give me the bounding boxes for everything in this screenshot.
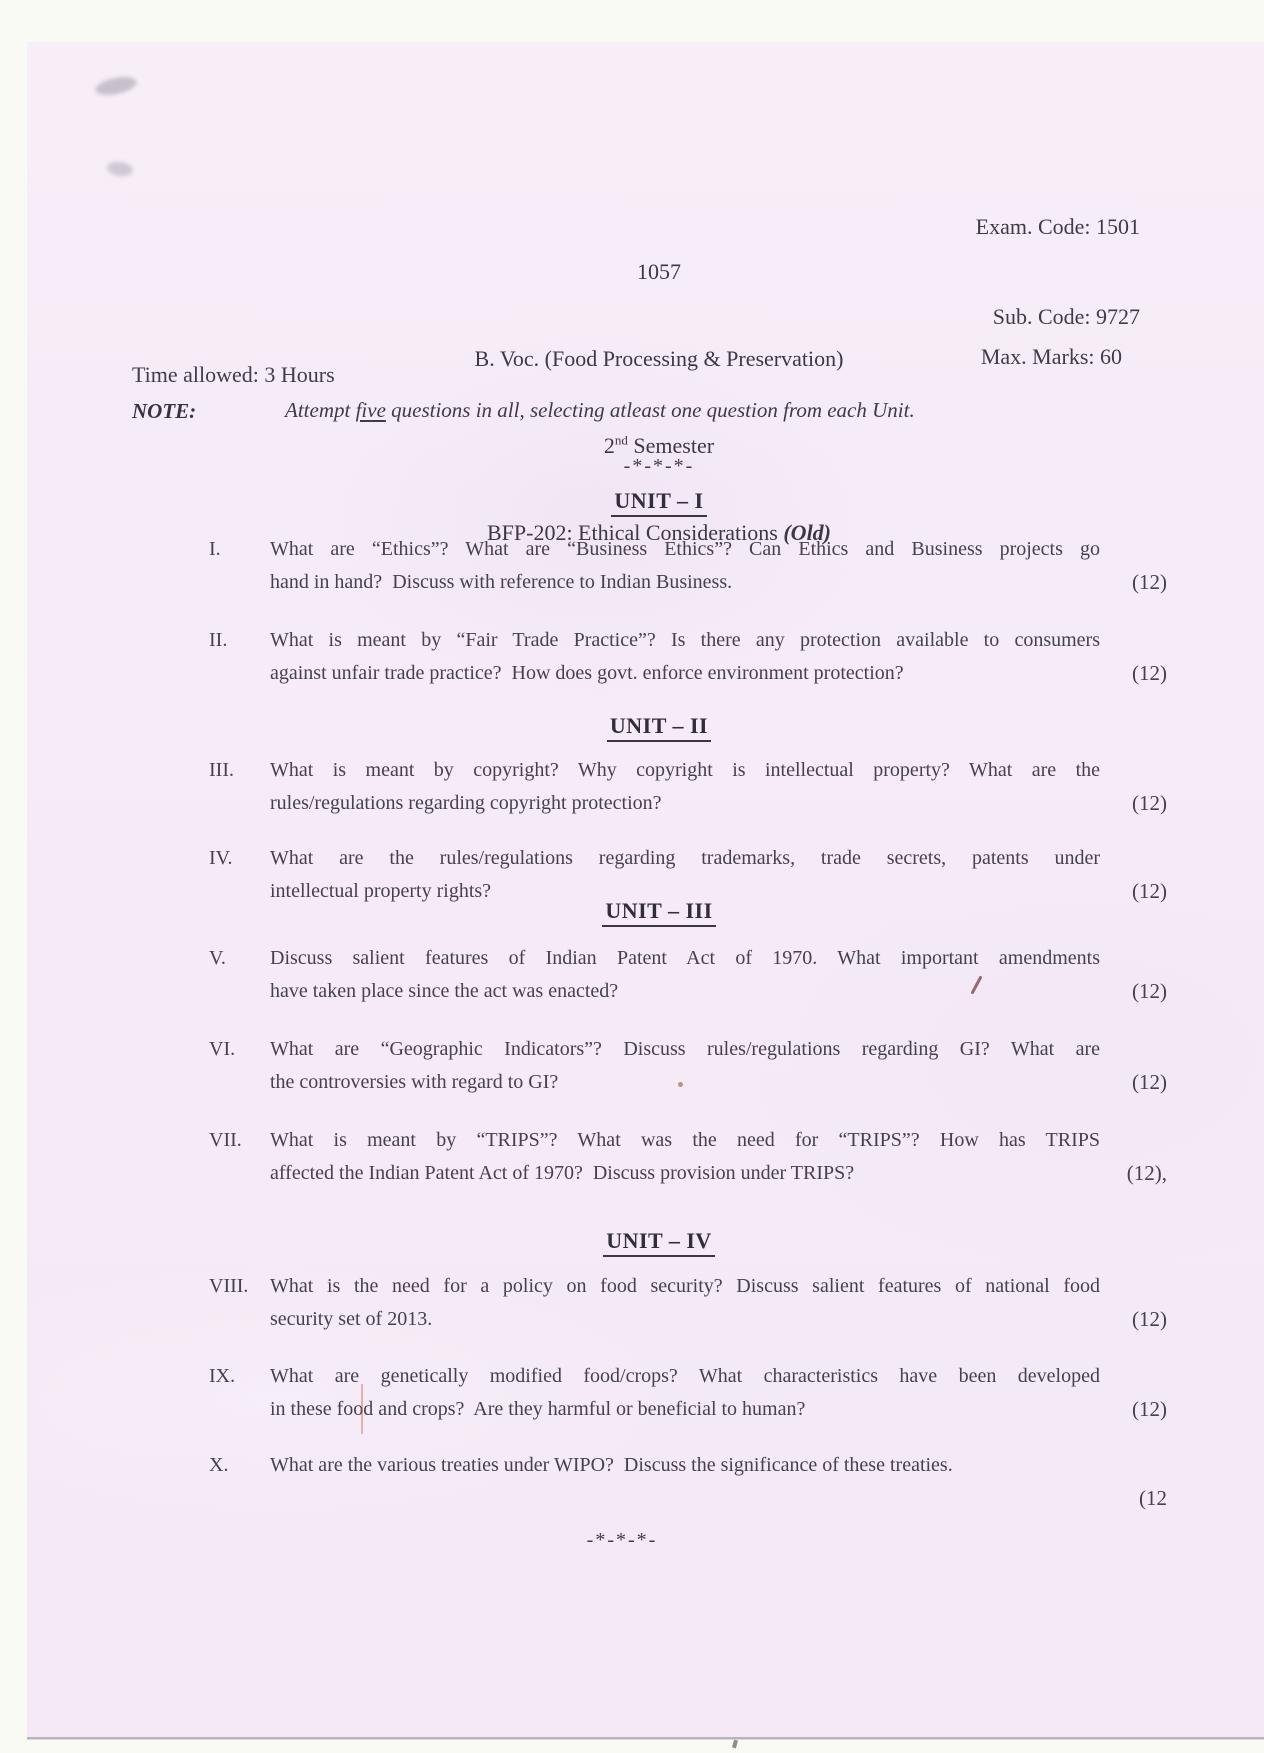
exam-paper-sheet: [27, 42, 1264, 1739]
question-4-marks: (12): [1132, 879, 1167, 903]
red-pen-line: [361, 1384, 363, 1434]
time-allowed: Time allowed: 3 Hours: [132, 362, 335, 387]
semester-number: 2: [603, 433, 615, 458]
note-pre: Attempt: [285, 398, 356, 422]
question-9-marks: (12): [1132, 1397, 1167, 1421]
semester-word: Semester: [627, 433, 715, 458]
paper-number: 1057: [637, 259, 681, 284]
question-8-number: VIII.: [209, 1275, 249, 1297]
question-7-number: VII.: [209, 1129, 242, 1151]
question-1-text: What are “Ethics”? What are “Business Ethics”? Can Ethics and Business projects go hand in hand? Discuss with reference to Indian Business.: [270, 538, 1100, 593]
question-6-marks: (12): [1132, 1070, 1167, 1094]
question-5: [202, 942, 1167, 1008]
question-8: [202, 1270, 1167, 1336]
question-8-marks: (12): [1132, 1307, 1167, 1331]
separator-top: -*-*-*-: [623, 455, 695, 477]
question-1-number: I.: [209, 538, 221, 560]
question-4-number: IV.: [209, 847, 233, 869]
semester-suffix: nd: [614, 432, 628, 448]
subject-old-tag: (Old): [783, 520, 832, 545]
question-5-marks: (12): [1132, 979, 1167, 1003]
question-6: [202, 1033, 1167, 1099]
question-3-marks: (12): [1132, 791, 1167, 815]
note-text: [285, 398, 915, 423]
question-8-text: What is the need for a policy on food security? Discuss salient features of national food security set of 2013.: [270, 1275, 1100, 1330]
question-10-number: X.: [209, 1454, 229, 1476]
pencil-smudge: [94, 74, 138, 98]
question-6-number: VI.: [209, 1038, 236, 1060]
question-9: [202, 1360, 1167, 1426]
question-7-marks: (12),: [1126, 1161, 1167, 1185]
question-5-text: Discuss salient features of Indian Patent Act of 1970. What important amendments have taken place since the act was enacted?: [270, 947, 1100, 1002]
unit-3-heading: UNIT – III: [204, 898, 1114, 927]
sub-code: Sub. Code: 9727: [992, 304, 1140, 329]
question-10-text: What are the various treaties under WIPO? Discuss the significance of these treaties.: [270, 1454, 953, 1476]
question-1-marks: (12): [1132, 570, 1167, 594]
question-2-text: What is meant by “Fair Trade Practice”? Is there any protection available to consumers against unfair trade practice? How does govt. enforce environment protection?: [270, 629, 1100, 684]
question-2: [202, 624, 1167, 690]
question-9-text: What are genetically modified food/crops? What characteristics have been developed in these food and crops? Are they harmful or beneficial to human?: [270, 1365, 1100, 1420]
separator-bottom: -*-*-*-: [586, 1529, 658, 1551]
question-10-marks: (12: [1139, 1486, 1167, 1510]
unit-1-heading: UNIT – I: [204, 488, 1114, 517]
question-2-marks: (12): [1132, 661, 1167, 685]
question-10: [202, 1449, 1167, 1515]
question-4-text: What are the rules/regulations regarding trademarks, trade secrets, patents under intellectual property rights?: [270, 847, 1100, 902]
note-underlined-word: five: [355, 398, 386, 422]
question-7-text: What is meant by “TRIPS”? What was the need for “TRIPS”? How has TRIPS affected the Indian Patent Act of 1970? Discuss provision under TRIPS?: [270, 1129, 1100, 1184]
max-marks: Max. Marks: 60: [980, 344, 1122, 369]
unit-4-heading: UNIT – IV: [204, 1228, 1114, 1257]
question-7: [202, 1124, 1167, 1190]
subject-code-title: BFP-202: Ethical Considerations: [486, 520, 784, 545]
question-2-number: II.: [209, 629, 228, 651]
question-6-text: What are “Geographic Indicators”? Discuss rules/regulations regarding GI? What are the controversies with regard to GI?: [270, 1038, 1100, 1093]
exam-code: Exam. Code: 1501: [975, 214, 1140, 239]
question-3-number: III.: [209, 759, 234, 781]
unit-2-heading: UNIT – II: [204, 713, 1114, 742]
question-3-text: What is meant by copyright? Why copyright is intellectual property? What are the rules/regulations regarding copyright protection?: [270, 759, 1100, 814]
question-1: [202, 533, 1167, 599]
pencil-smudge: [106, 160, 134, 177]
question-9-number: IX.: [209, 1365, 236, 1387]
ink-speck: [678, 1082, 683, 1087]
question-3: [202, 754, 1167, 820]
question-5-number: V.: [209, 947, 226, 969]
scan-speck: [732, 1740, 738, 1749]
note-label: NOTE:: [132, 399, 197, 423]
course-title: B. Voc. (Food Processing & Preservation): [474, 346, 844, 371]
note-post: questions in all, selecting atleast one question from each Unit.: [385, 398, 915, 422]
